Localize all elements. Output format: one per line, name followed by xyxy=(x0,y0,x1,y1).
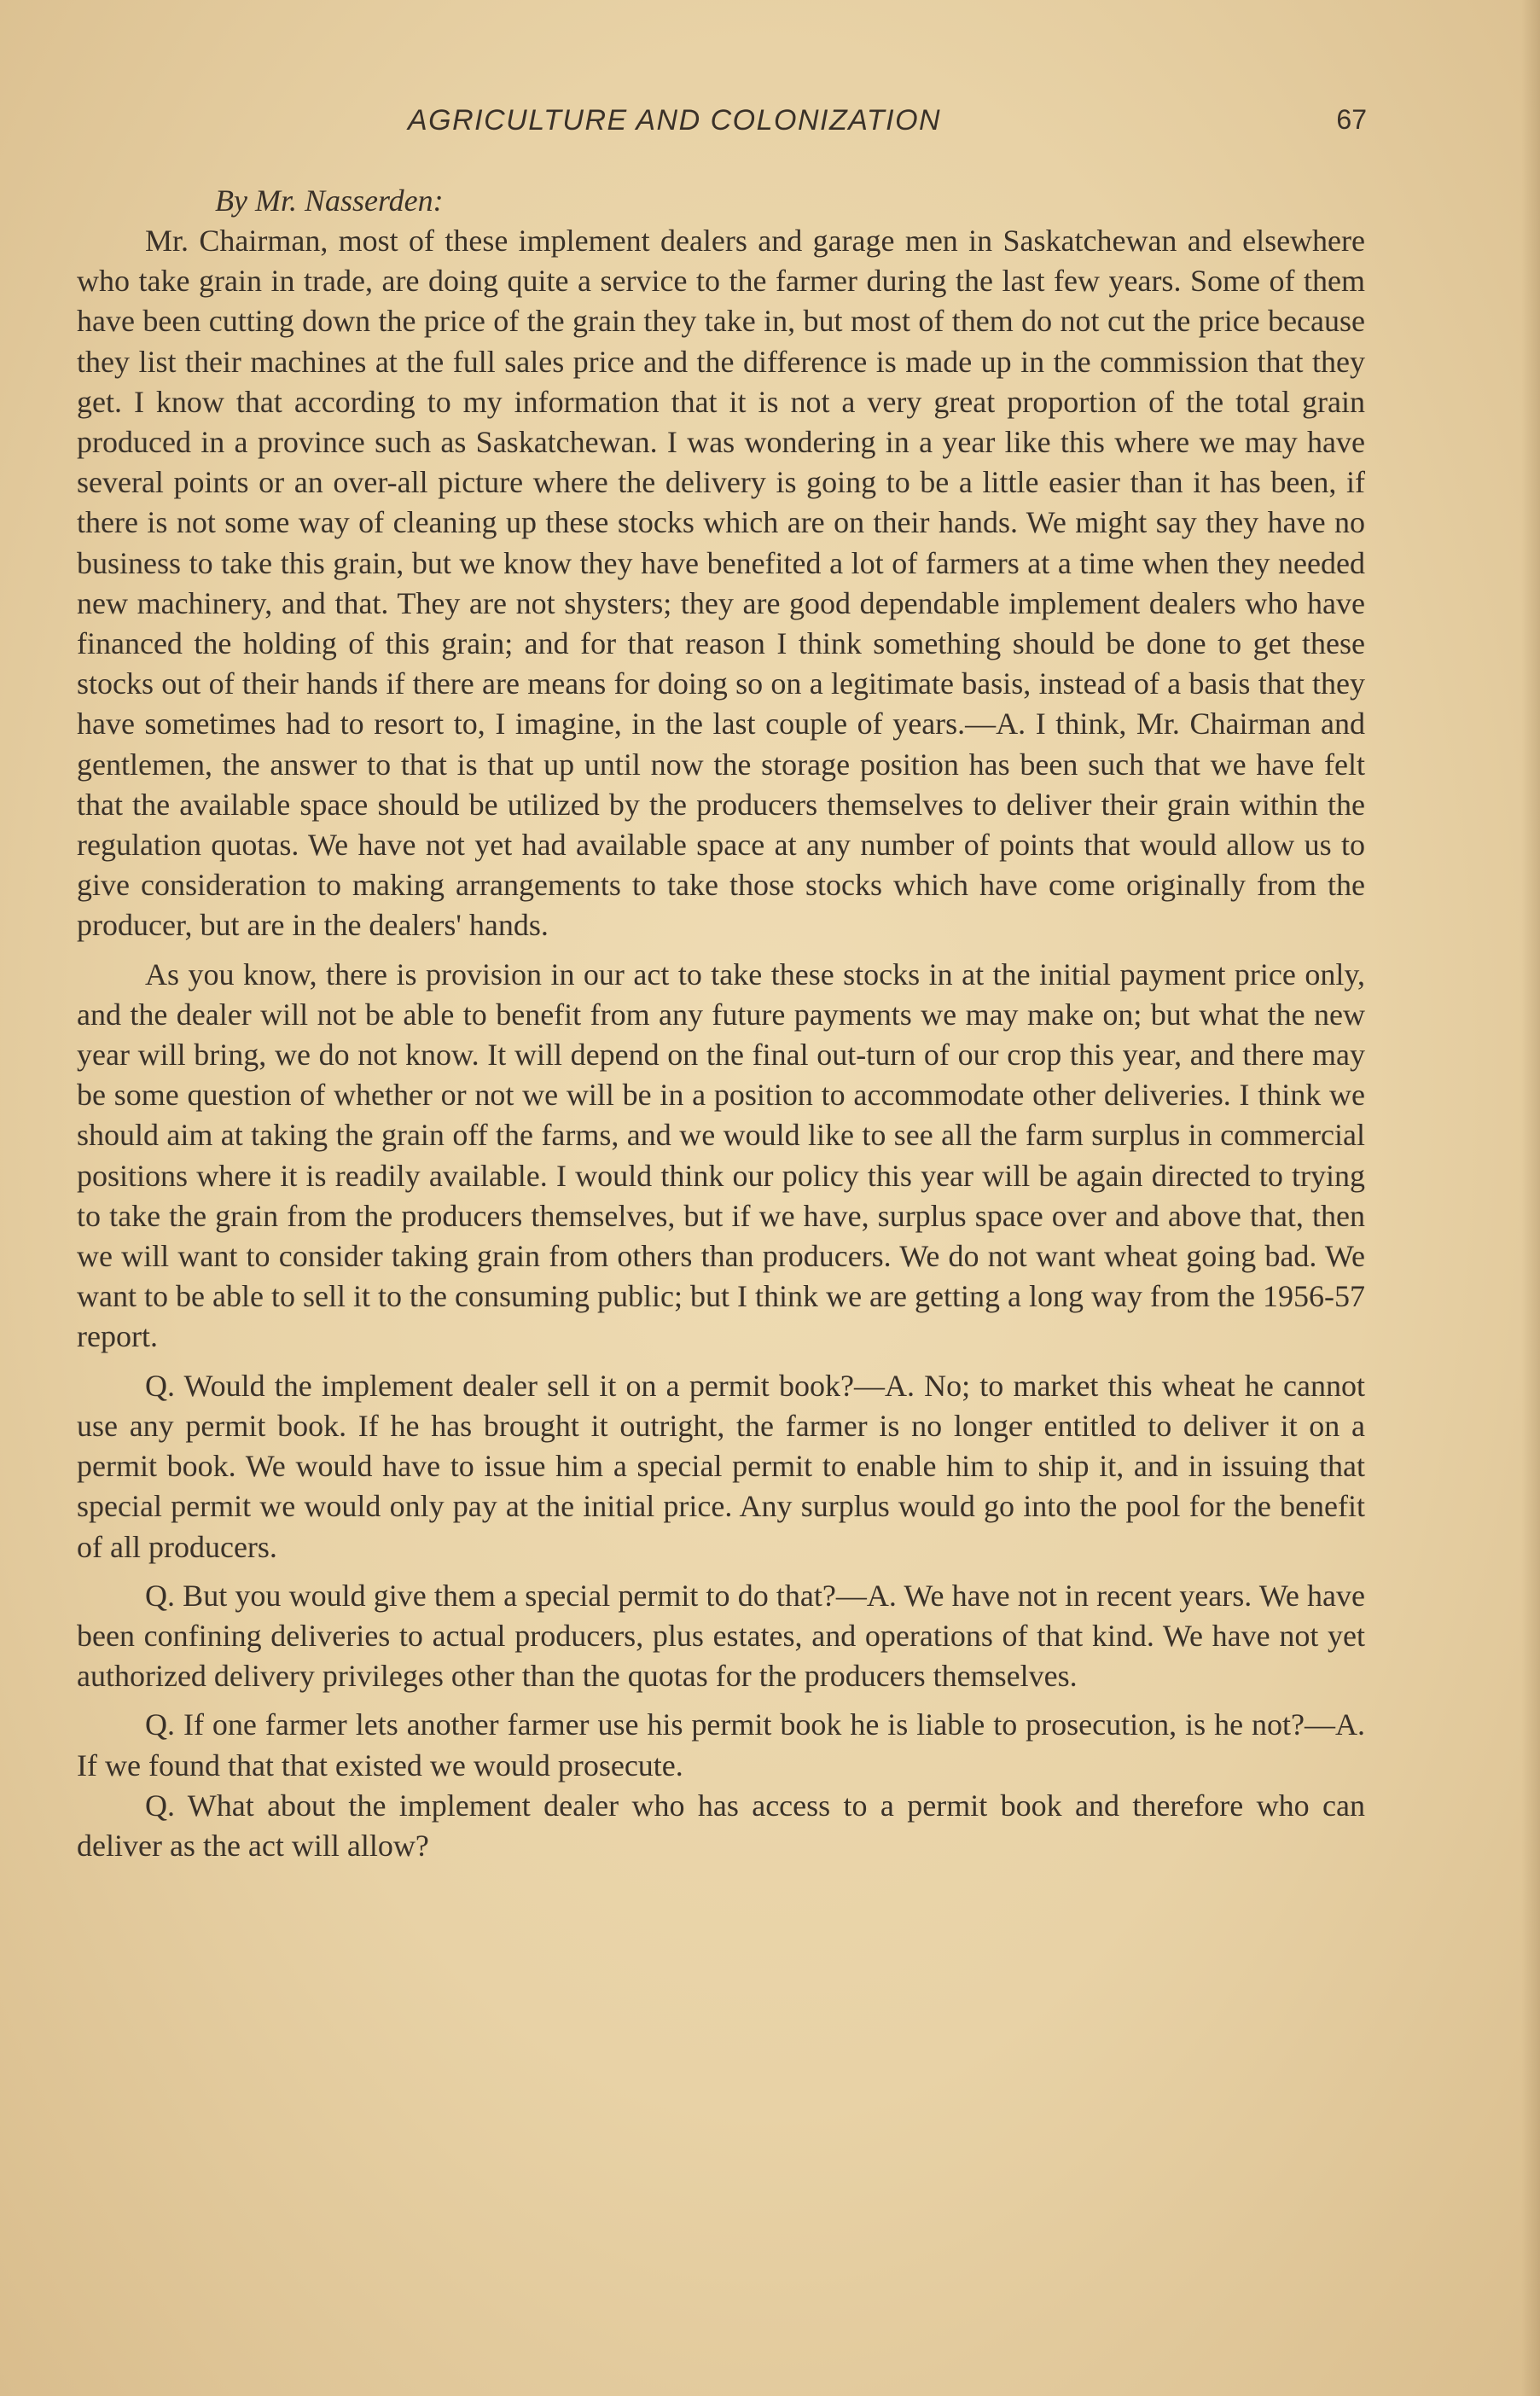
paragraph: Q. What about the implement dealer who has access to a permit book and therefore who can deliver as the act will allow? xyxy=(77,1788,1365,1863)
running-head xyxy=(77,104,1365,143)
paragraph: Q. If one farmer lets another farmer use his permit book he is liable to prosecution, is he not?—A. If we found that that existed we would prosecute. xyxy=(77,1707,1365,1782)
page-number: 67 xyxy=(1336,104,1367,135)
paragraph: Mr. Chairman, most of these implement dealers and garage men in Saskatchewan and elsewhere who take grain in trade, are doing quite a service to the farmer during the last few years. Some of them have been cutting down the price of the grain they take in, but most of them do not cut the price because they list their machines at the full sales price and the difference is made up in the commission that they get. I know that according to my information that it is not a very great proportion of the total grain produced in a province such as Saskatchewan. I was wondering in a year like this where we may have several points or an over-all picture where the delivery is going to be a little easier than it has been, if there is not some way of cleaning up these stocks which are on their hands. We might say they have no business to take this grain, but we know they have benefited a lot of farmers at a time when they needed new machinery, and that. They are not shysters; they are good dependable implement dealers who have financed the holding of this grain; and for that reason I think something should be done to get these stocks out of their hands if there are means for doing so on a legitimate basis, instead of a basis that they have sometimes had to resort to, I imagine, in the last couple of years.—A. I think, Mr. Chairman and gentlemen, the answer to that is that up until now the storage position has been such that we have felt that the available space should be utilized by the producers themselves to deliver their grain within the regulation quotas. We have not yet had available space at any number of points that would allow us to give consideration to making arrangements to take those stocks which have come originally from the producer, but are in the dealers' hands. xyxy=(77,224,1365,943)
paragraph: Q. Would the implement dealer sell it on a permit book?—A. No; to market this wheat he cannot use any permit book. If he has brought it outright, the farmer is no longer entitled to deliver it on a permit book. We would have to issue him a special permit to enable him to ship it, and in issuing that special permit we would only pay at the initial price. Any surplus would go into the pool for the benefit of all producers. xyxy=(77,1368,1365,1564)
body-text xyxy=(77,181,1365,1866)
running-title: AGRICULTURE AND COLONIZATION xyxy=(408,104,942,137)
paragraph: As you know, there is provision in our act to take these stocks in at the initial payment price only, and the dealer will not be able to benefit from any future payments we may make on; but what the new year will bring, we do not know. It will depend on the final out-turn of our crop this year, and there may be some question of whether or not we will be in a position to accommodate other deliveries. I think we should aim at taking the grain off the farms, and we would like to see all the farm surplus in commercial positions where it is readily available. I would think our policy this year will be again directed to trying to take the grain from the producers themselves, but if we have, surplus space over and above that, then we will want to consider taking grain from others than producers. We do not want wheat going bad. We want to be able to sell it to the consuming public; but I think we are getting a long way from the 1956-57 report. xyxy=(77,957,1365,1354)
paragraph: Q. But you would give them a special permit to do that?—A. We have not in recent years. We have been confining deliveries to actual producers, plus estates, and operations of that kind. We have not yet authorized delivery privileges other than the quotas for the producers themselves. xyxy=(77,1578,1365,1694)
page-edge-shadow xyxy=(1521,0,1540,2396)
speaker-heading: By Mr. Nasserden: xyxy=(215,183,444,218)
